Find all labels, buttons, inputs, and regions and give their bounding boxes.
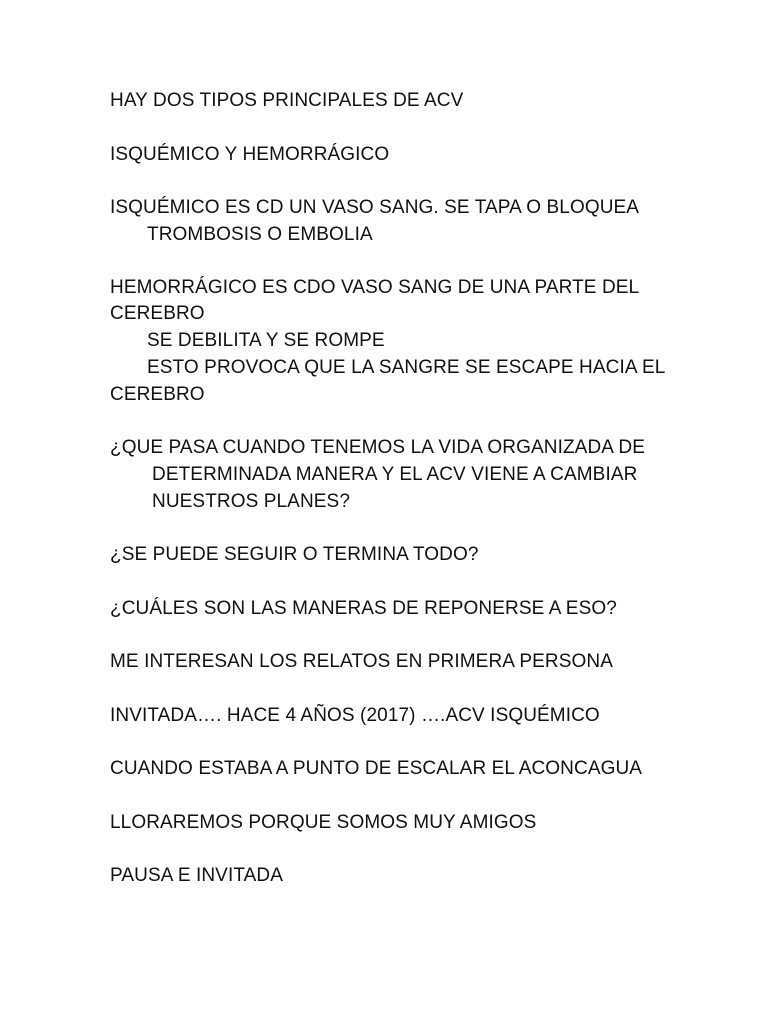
text-line: ISQUÉMICO Y HEMORRÁGICO bbox=[110, 144, 390, 165]
text-line: HEMORRÁGICO ES CDO VASO SANG DE UNA PARTE DEL bbox=[110, 277, 640, 298]
text-line: CUANDO ESTABA A PUNTO DE ESCALAR EL ACONCAGUA bbox=[110, 758, 643, 779]
text-line: LLORAREMOS PORQUE SOMOS MUY AMIGOS bbox=[110, 812, 537, 833]
text-line: ESTO PROVOCA QUE LA SANGRE SE ESCAPE HACIA EL bbox=[147, 357, 666, 378]
text-line: SE DEBILITA Y SE ROMPE bbox=[147, 330, 385, 351]
text-line: ISQUÉMICO ES CD UN VASO SANG. SE TAPA O BLOQUEA bbox=[110, 197, 640, 218]
text-line: PAUSA E INVITADA bbox=[110, 865, 283, 886]
text-line: CEREBRO bbox=[110, 384, 205, 405]
text-line: CEREBRO bbox=[110, 303, 205, 324]
text-line: ¿QUE PASA CUANDO TENEMOS LA VIDA ORGANIZADA DE bbox=[110, 437, 645, 458]
text-line: ME INTERESAN LOS RELATOS EN PRIMERA PERSONA bbox=[110, 651, 613, 672]
text-line: TROMBOSIS O EMBOLIA bbox=[147, 224, 373, 245]
text-line: DETERMINADA MANERA Y EL ACV VIENE A CAMBIAR bbox=[152, 464, 638, 485]
text-line: INVITADA…. HACE 4 AÑOS (2017) ….ACV ISQUÉMICO bbox=[110, 705, 600, 726]
text-line: ¿SE PUEDE SEGUIR O TERMINA TODO? bbox=[110, 544, 479, 565]
text-line: NUESTROS PLANES? bbox=[152, 491, 350, 512]
text-line: ¿CUÁLES SON LAS MANERAS DE REPONERSE A ESO? bbox=[110, 598, 617, 619]
text-line: HAY DOS TIPOS PRINCIPALES DE ACV bbox=[110, 90, 464, 111]
